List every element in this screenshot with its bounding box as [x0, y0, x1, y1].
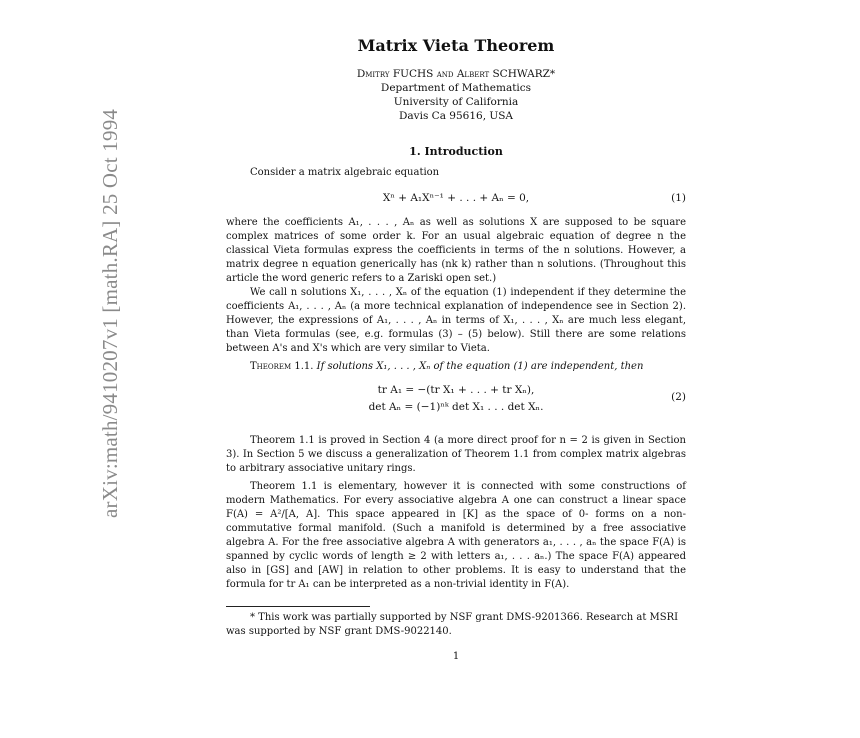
equation-1	[226, 186, 686, 210]
paper-content	[226, 36, 686, 662]
page-number: 1	[452, 651, 460, 662]
footnote: * This work was partially supported by NSF grant DMS-9201366. Research at MSRI was supported by NSF grant DMS-9022140.	[226, 612, 679, 637]
equation-2-line-1: tr A₁ = −(tr X₁ + . . . + tr Xₙ),	[377, 384, 535, 396]
equation-2-line-2: det Aₙ = (−1)ⁿᵏ det X₁ . . . det Xₙ.	[368, 401, 544, 413]
theorem-statement: If solutions X₁, . . . , Xₙ of the equation (1) are independent, then	[316, 361, 644, 372]
arxiv-watermark: arXiv:math/9410207v1 [math.RA] 25 Oct 1994	[98, 108, 122, 518]
paragraph-1: where the coefficients A₁, . . . , Aₙ as well as solutions X are supposed to be square complex matrices of some order k. For an usual algebraic equation of degree n the classical Vieta formulas express the coefficients in terms of the n solutions. However, a matrix degree n equation generically has (nk k) rather than n solutions. (Throughout this article the word generic refers to a Zariski open set.)	[226, 217, 686, 284]
author-block	[226, 67, 686, 123]
paragraph-2: We call n solutions X₁, . . . , Xₙ of the equation (1) independent if they determine the coefficients A₁, . . . , Aₙ (a more technical explanation of independence see in Section 2). However, the expressions of A₁, . . . , Aₙ in terms of X₁, . . . , Xₙ are much less elegant, than Vieta formulas (see, e.g. formulas (3) – (5) below). Still there are some relations between A's and X's which are very similar to Vieta.	[226, 287, 686, 354]
equation-1-body: Xⁿ + A₁Xⁿ⁻¹ + . . . + Aₙ = 0,	[382, 192, 530, 204]
equation-2-number: (2)	[671, 391, 686, 403]
author-university: University of California	[393, 96, 519, 108]
intro-line: Consider a matrix algebraic equation	[250, 167, 440, 178]
theorem-1-1	[226, 360, 686, 374]
paragraph-4: Theorem 1.1 is elementary, however it is connected with some constructions of modern Mathematics. For every associative algebra A one can construct a linear space F(A) = A²/[A, A]. This space appeared in [K] as the space of 0- forms on a non-commutative formal manifold. (Such a manifold is determined by a free associative algebra A. For the free associative algebra A with generators a₁, . . . , aₙ the space F(A) is spanned by cyclic words of length ≥ 2 with letters a₁, . . . aₙ.) The space F(A) appeared also in [GS] and [AW] in relation to other problems. It is easy to understand that the formula for tr A₁ can be interpreted as a non-trivial identity in F(A).	[226, 481, 686, 590]
author-department: Department of Mathematics	[380, 82, 532, 94]
paragraph-3: Theorem 1.1 is proved in Section 4 (a more direct proof for n = 2 is given in Section 3). In Section 5 we discuss a generalization of Theorem 1.1 from complex matrix algebras to arbitrary associative unitary rings.	[226, 435, 686, 474]
paper-title: Matrix Vieta Theorem	[357, 36, 555, 55]
author-address: Davis Ca 95616, USA	[398, 110, 514, 122]
footnote-rule	[226, 606, 370, 607]
section-heading: 1. Introduction	[409, 145, 503, 158]
equation-2	[226, 382, 686, 416]
author-names: Dmitry FUCHS and Albert SCHWARZ*	[356, 68, 556, 80]
equation-1-number: (1)	[671, 192, 686, 204]
theorem-label: Theorem 1.1.	[250, 361, 314, 372]
